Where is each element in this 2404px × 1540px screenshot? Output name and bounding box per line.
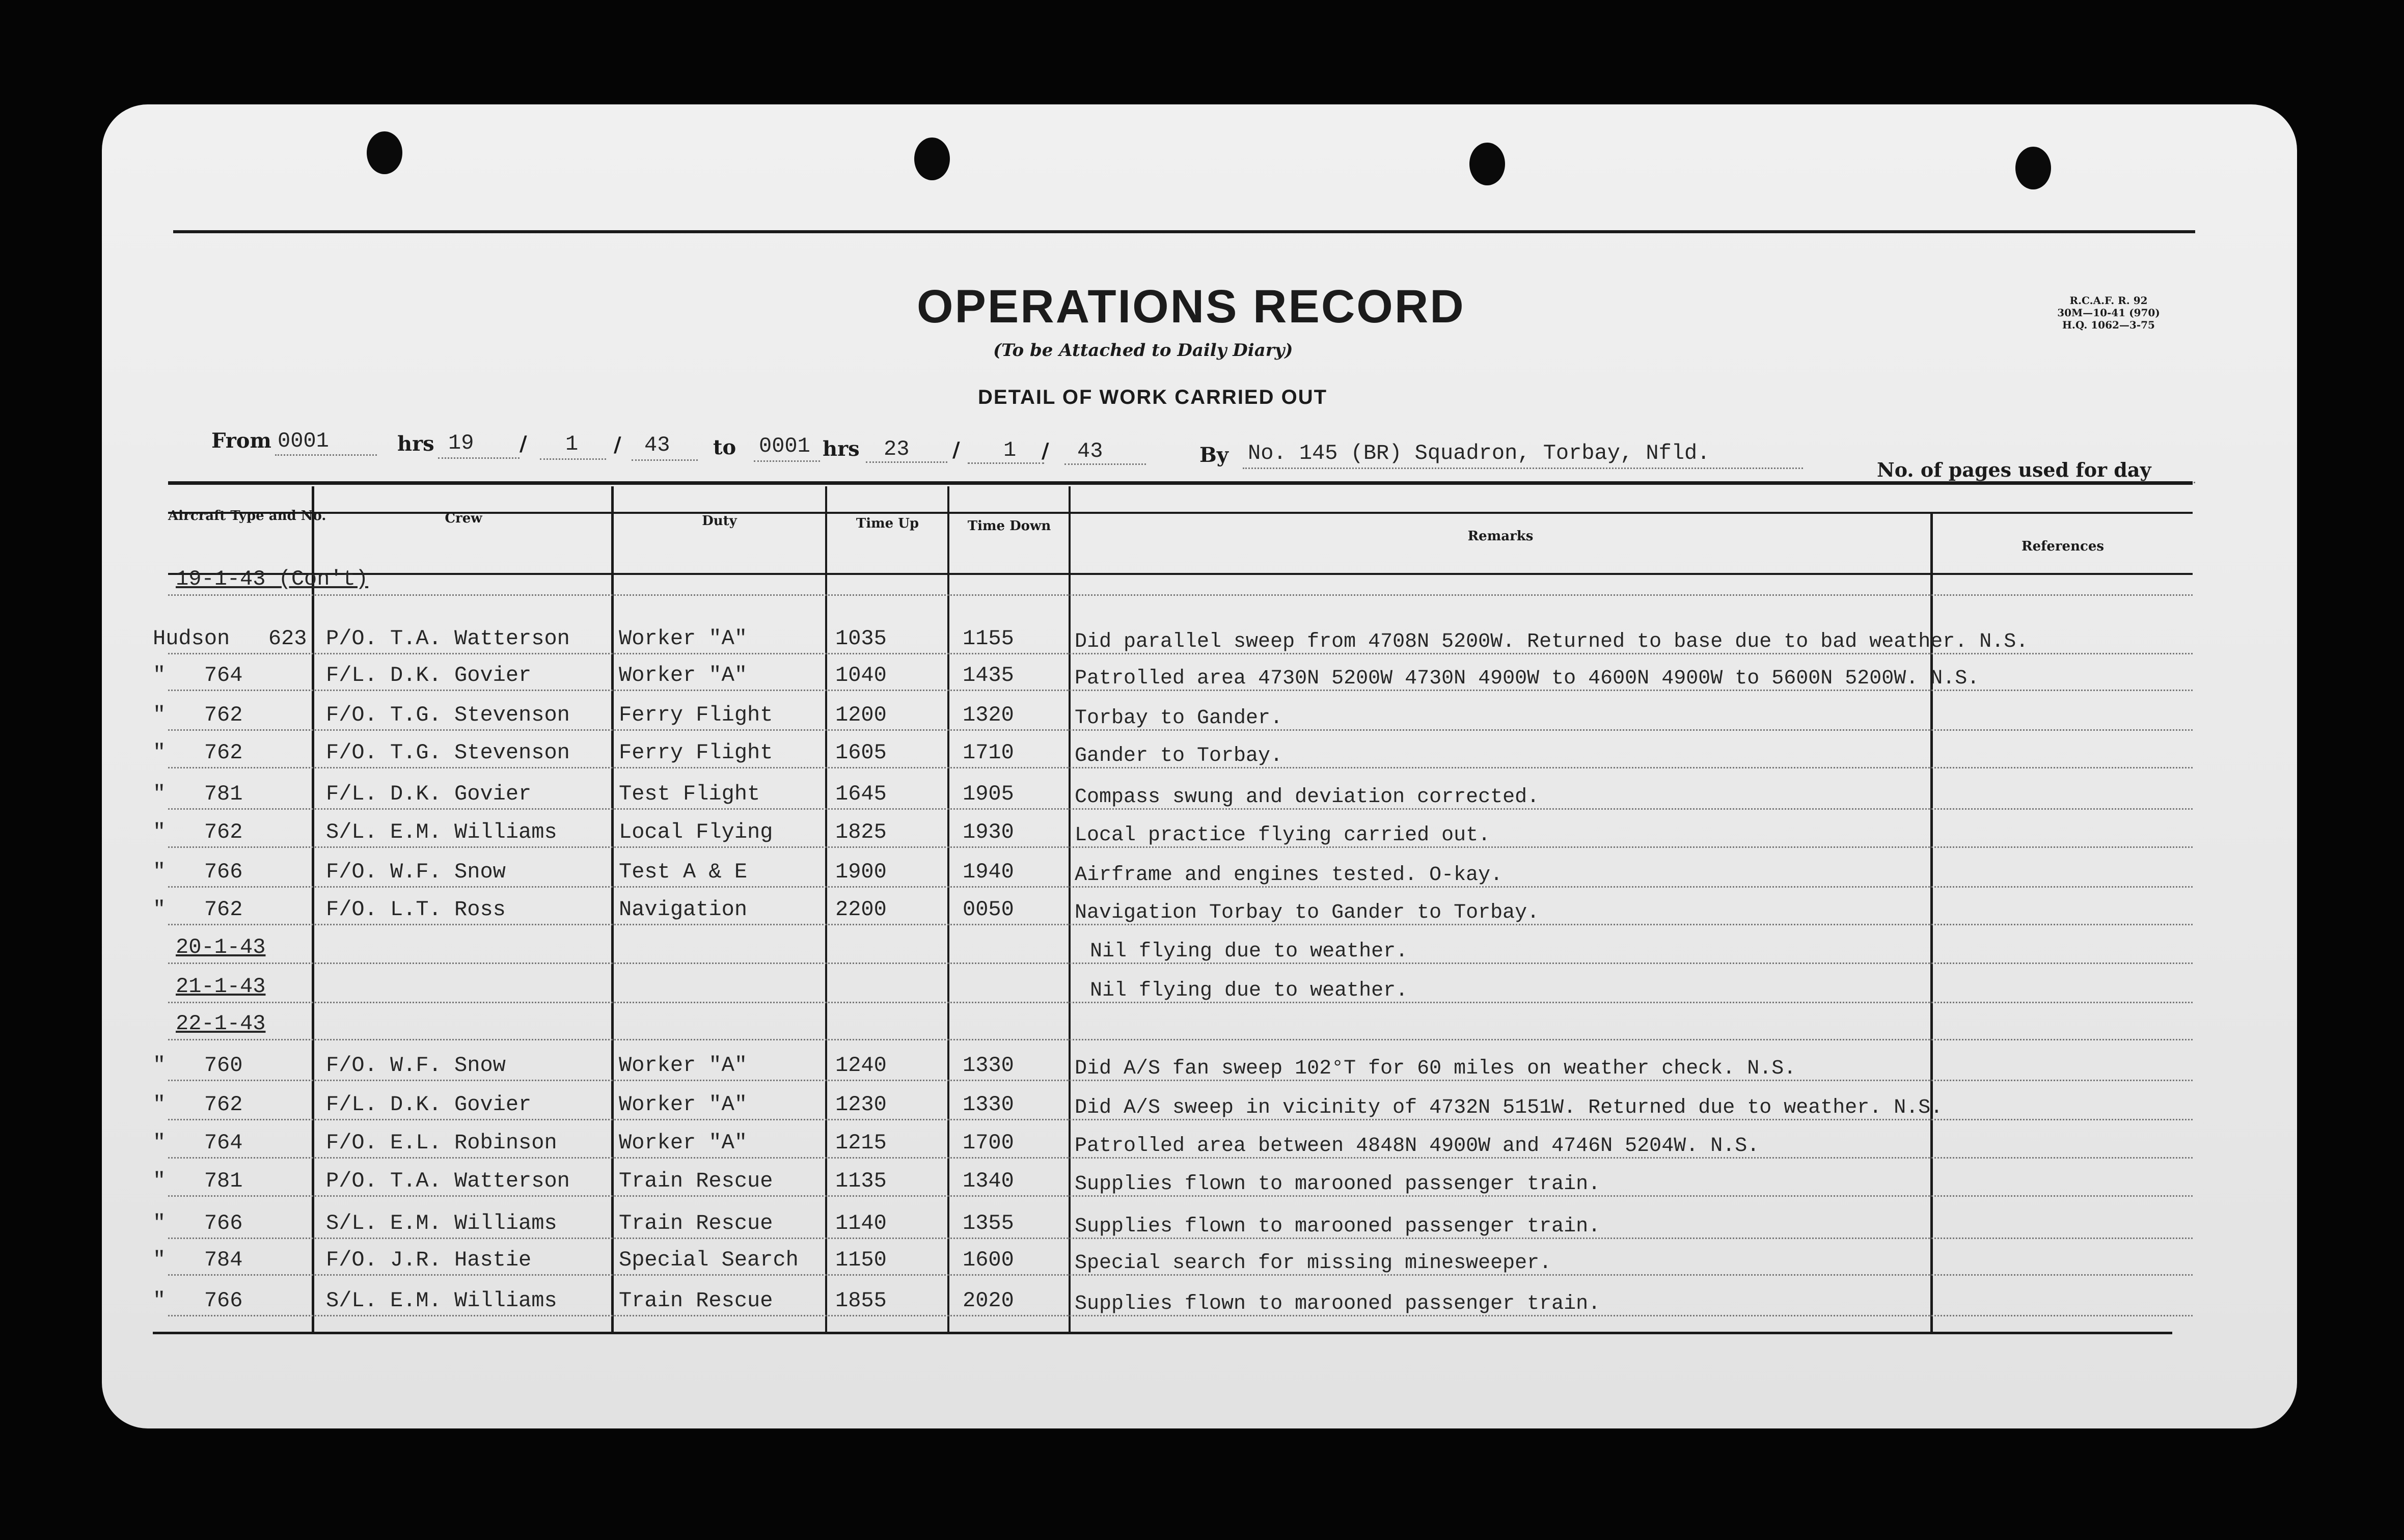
col-header-aircraft: Aircraft Type and No. [168,508,326,524]
row-remarks: Did parallel sweep from 4708N 5200W. Returned to base due to bad weather. N.S. [1075,630,2029,653]
row-aircraft: " 762 [153,740,243,765]
row-time-down: 1435 [963,663,1014,688]
row-remarks: Special search for missing minesweeper. [1075,1252,1552,1275]
row-duty: Ferry Flight [619,740,773,765]
punch-hole [2015,147,2051,189]
row-time-up: 1900 [835,860,887,884]
row-remarks: Torbay to Gander. [1075,707,1283,730]
row-remarks: Patrolled area between 4848N 4900W and 4746N 5204W. N.S. [1075,1135,1760,1158]
row-aircraft: " 766 [153,1211,243,1235]
row-crew: F/O. L.T. Ross [326,897,506,922]
row-time-up: 1035 [835,626,887,651]
row-time-down: 1930 [963,820,1014,844]
row-duty: Train Rescue [619,1169,773,1193]
row-time-up: 1240 [835,1053,887,1078]
row-crew: F/O. W.F. Snow [326,860,506,884]
punch-hole [1469,143,1505,185]
row-aircraft: " 762 [153,1092,243,1117]
row-crew: S/L. E.M. Williams [326,1211,557,1235]
row-rule [168,1039,2193,1040]
row-remarks: Airframe and engines tested. O-kay. [1075,864,1503,887]
row-time-down: 1330 [963,1053,1014,1078]
row-date: 21-1-43 [176,974,266,999]
row-time-up: 1855 [835,1288,887,1313]
row-aircraft: " 762 [153,820,243,844]
row-time-up: 1605 [835,740,887,765]
row-crew: F/O. T.G. Stevenson [326,740,570,765]
page-title: OPERATIONS RECORD [917,281,1465,333]
row-time-up: 1825 [835,820,887,844]
row-time-down: 2020 [963,1288,1014,1313]
row-crew: P/O. T.A. Watterson [326,1169,570,1193]
row-aircraft: " 764 [153,663,243,688]
row-time-down: 1940 [963,860,1014,884]
row-time-up: 1645 [835,782,887,806]
row-time-down: 1330 [963,1092,1014,1117]
page-subtitle: (To be Attached to Daily Diary) [993,340,1293,361]
row-crew: S/L. E.M. Williams [326,1288,557,1313]
form-id: R.C.A.F. R. 92 30M—10-41 (970) H.Q. 1062—3-75 [2057,294,2160,331]
row-time-up: 1215 [835,1131,887,1155]
row-time-down: 1355 [963,1211,1014,1235]
row-duty: Train Rescue [619,1288,773,1313]
row-remarks: Patrolled area 4730N 5200W 4730N 4900W to 4600N 4900W to 5600N 5200W. N.S. [1075,667,1980,690]
punch-hole [914,138,950,180]
row-aircraft: " 766 [153,1288,243,1313]
row-remarks: Navigation Torbay to Gander to Torbay. [1075,901,1540,924]
row-crew: P/O. T.A. Watterson [326,626,570,651]
row-crew: F/L. D.K. Govier [326,663,532,688]
row-time-up: 1135 [835,1169,887,1193]
row-remarks: Supplies flown to marooned passenger train. [1075,1215,1601,1238]
row-aircraft: " 781 [153,782,243,806]
row-aircraft: " 764 [153,1131,243,1155]
row-time-down: 1905 [963,782,1014,806]
row-duty: Worker "A" [619,1053,748,1078]
row-time-up: 2200 [835,897,887,922]
row-crew: S/L. E.M. Williams [326,820,557,844]
row-aircraft: " 762 [153,703,243,727]
row-time-down: 1155 [963,626,1014,651]
row-remarks: Supplies flown to marooned passenger train. [1075,1292,1601,1315]
row-remarks: Local practice flying carried out. [1075,824,1491,847]
row-crew: F/O. J.R. Hastie [326,1248,532,1272]
row-duty: Worker "A" [619,1131,748,1155]
row-crew: F/L. D.K. Govier [326,1092,532,1117]
table-bottom-rule [153,1332,2172,1334]
row-duty: Special Search [619,1248,799,1272]
punch-hole [367,131,402,174]
col-header-crew: Crew [445,511,482,526]
row-remarks: Gander to Torbay. [1075,745,1283,767]
row-date: 20-1-43 [176,935,266,959]
row-time-down: 1700 [963,1131,1014,1155]
col-header-remarks: Remarks [1467,529,1534,544]
row-duty: Train Rescue [619,1211,773,1235]
row-duty: Worker "A" [619,626,748,651]
col-header-time-up: Time Up [856,516,919,531]
row-time-up: 1140 [835,1211,887,1235]
row-remarks: Nil flying due to weather. [1090,979,1408,1002]
row-duty: Local Flying [619,820,773,844]
row-duty: Test Flight [619,782,760,806]
row-time-down: 1600 [963,1248,1014,1272]
row-time-up: 1150 [835,1248,887,1272]
row-rule [168,594,2193,596]
row-duty: Worker "A" [619,663,748,688]
row-aircraft: " 781 [153,1169,243,1193]
row-remarks: Did A/S fan sweep 102°T for 60 miles on weather check. N.S. [1075,1057,1796,1080]
row-time-down: 1710 [963,740,1014,765]
row-date: 19-1-43 (Con't) [176,567,369,591]
row-crew: F/O. W.F. Snow [326,1053,506,1078]
row-aircraft: " 760 [153,1053,243,1078]
table-header-rule [168,573,2193,575]
col-header-duty: Duty [702,513,737,529]
row-duty: Worker "A" [619,1092,748,1117]
row-aircraft: " 762 [153,897,243,922]
row-time-down: 0050 [963,897,1014,922]
row-aircraft: " 766 [153,860,243,884]
row-time-up: 1040 [835,663,887,688]
row-remarks: Supplies flown to marooned passenger train. [1075,1173,1601,1196]
row-crew: F/O. T.G. Stevenson [326,703,570,727]
table-top-rule [168,481,2193,485]
row-aircraft: Hudson 623 [153,626,307,651]
row-time-up: 1200 [835,703,887,727]
row-duty: Test A & E [619,860,748,884]
row-remarks: Did A/S sweep in vicinity of 4732N 5151W. Returned due to weather. N.S. [1075,1096,1943,1119]
row-time-down: 1340 [963,1169,1014,1193]
col-header-time-down: Time Down [967,518,1051,534]
row-time-down: 1320 [963,703,1014,727]
top-rule [173,230,2195,233]
row-crew: F/L. D.K. Govier [326,782,532,806]
row-remarks: Nil flying due to weather. [1090,940,1408,963]
row-duty: Ferry Flight [619,703,773,727]
col-header-references: References [2021,539,2105,554]
row-aircraft: " 784 [153,1248,243,1272]
row-duty: Navigation [619,897,748,922]
row-crew: F/O. E.L. Robinson [326,1131,557,1155]
row-date: 22-1-43 [176,1011,266,1036]
row-time-up: 1230 [835,1092,887,1117]
row-remarks: Compass swung and deviation corrected. [1075,786,1540,809]
detail-heading: DETAIL OF WORK CARRIED OUT [978,386,1328,408]
